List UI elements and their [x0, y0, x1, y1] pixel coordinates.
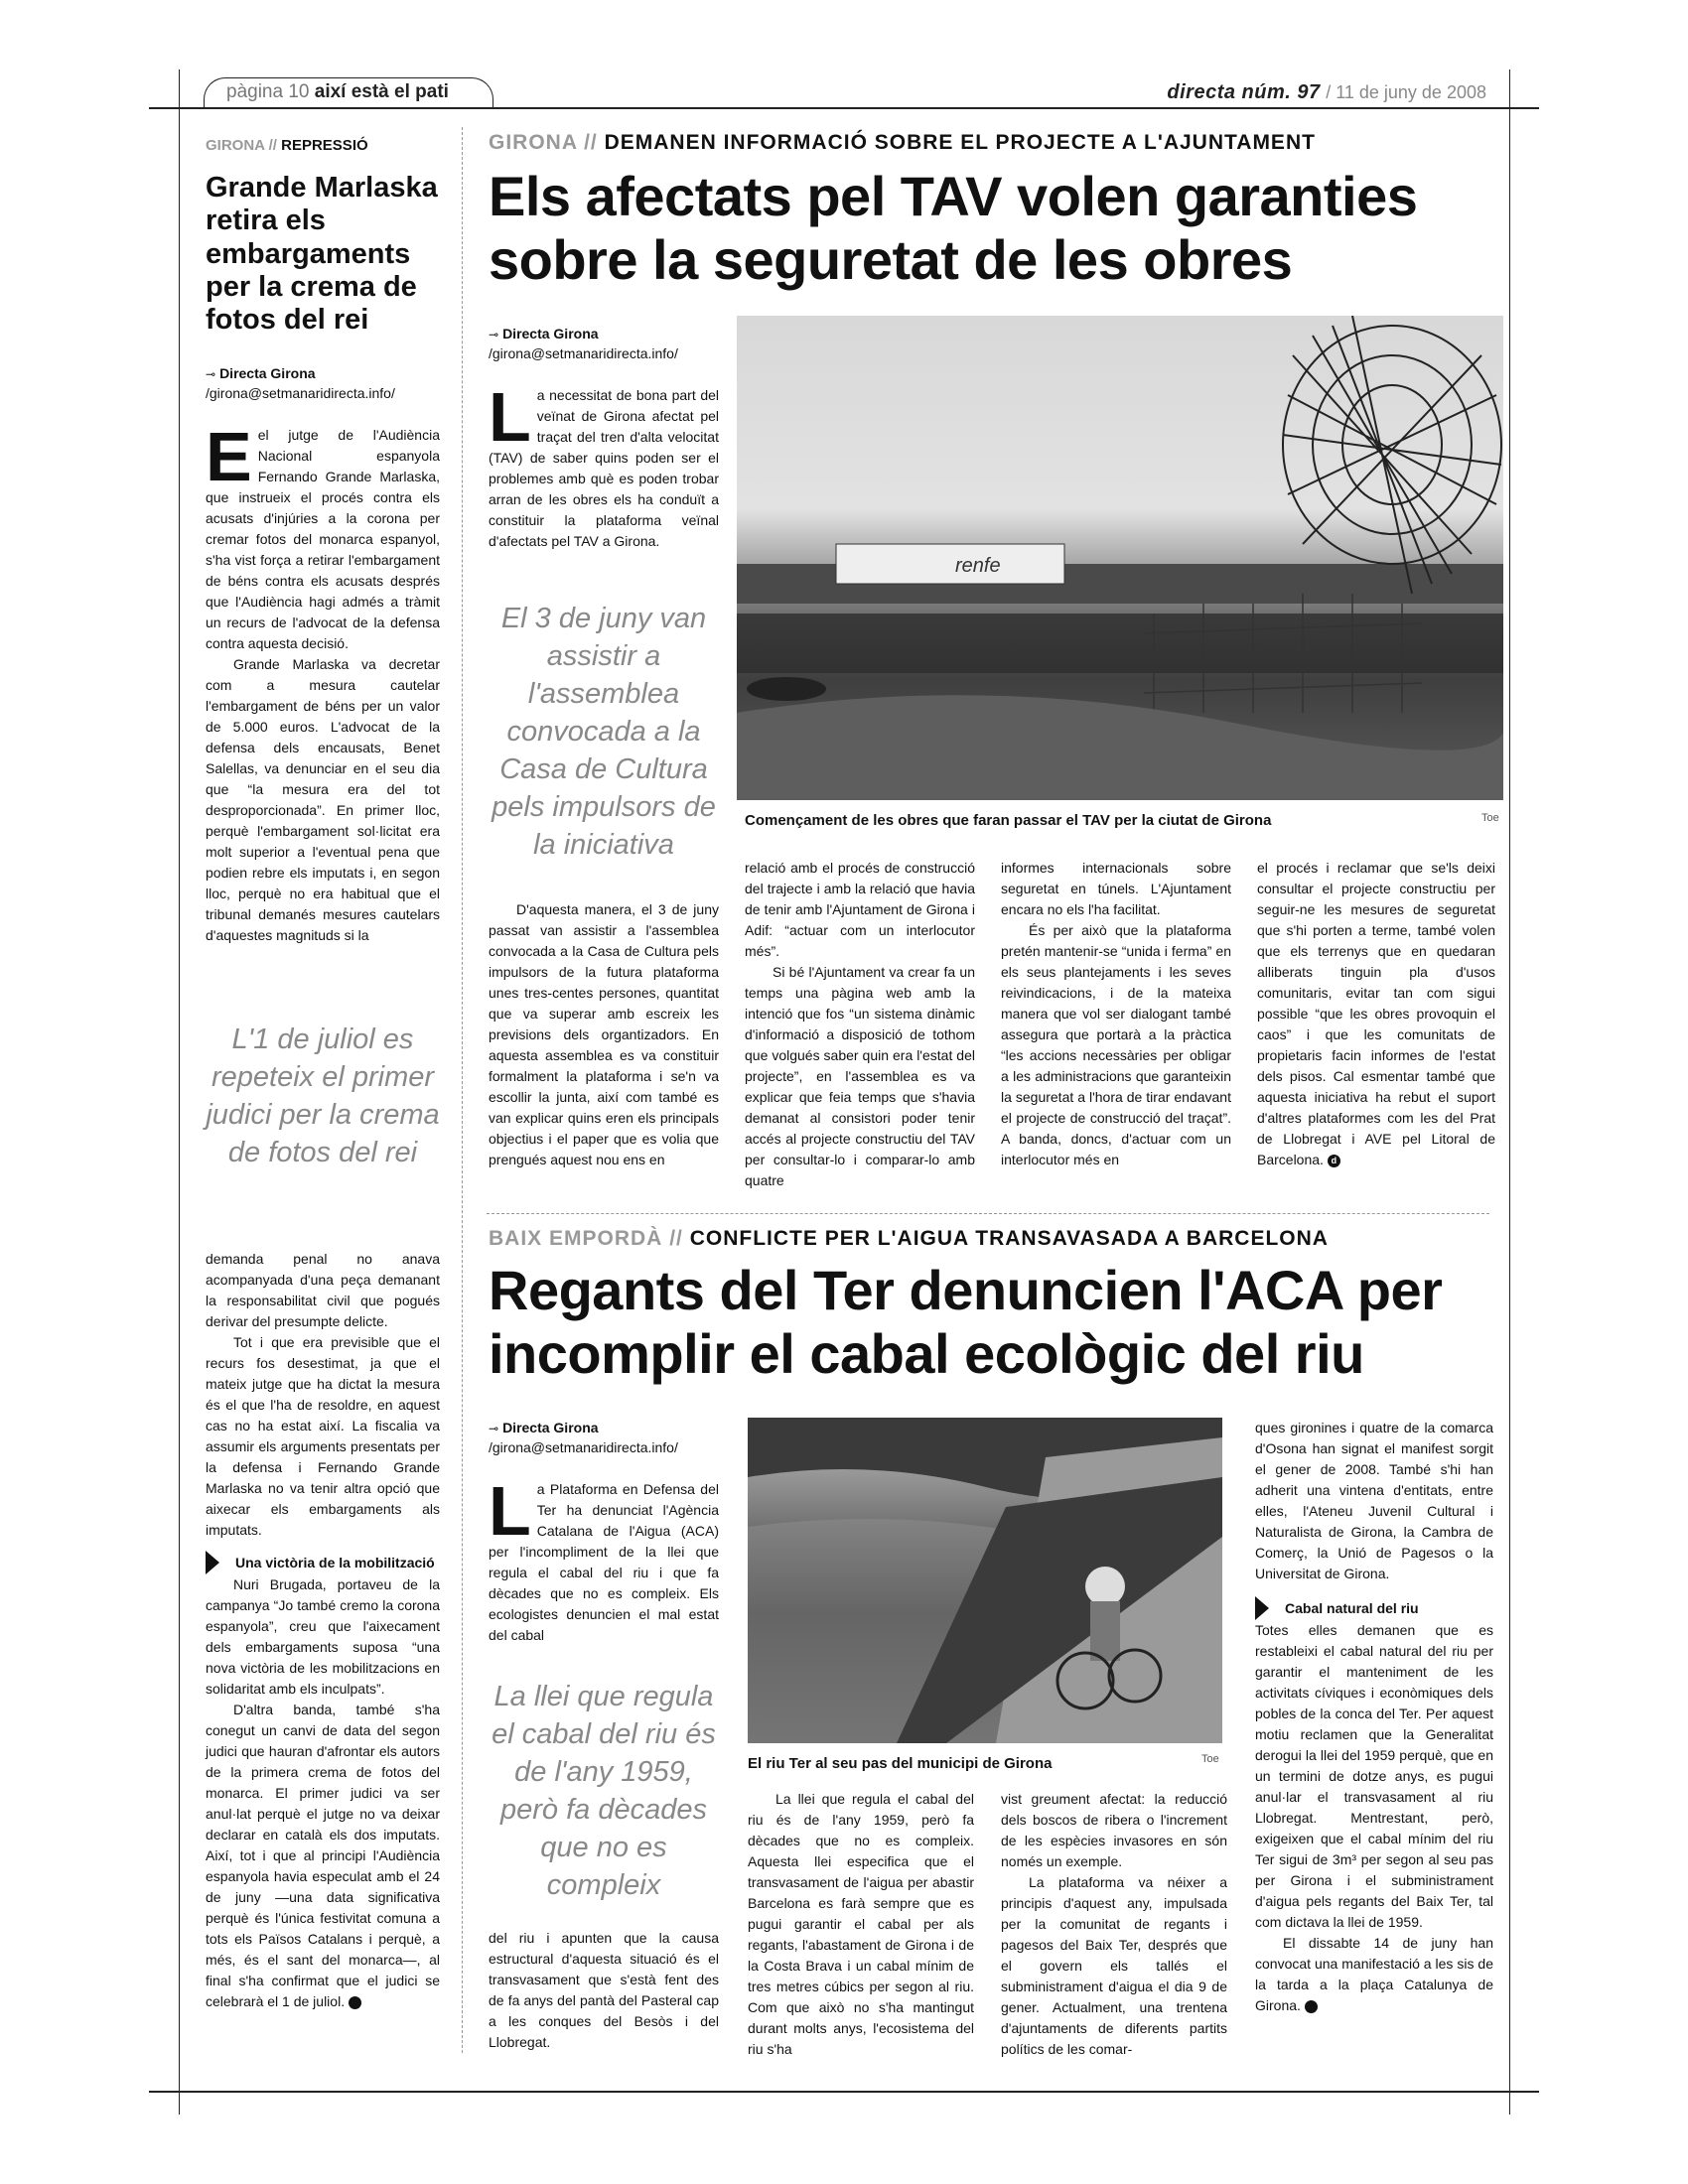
article2-headline: Regants del Ter denuncien l'ACA per incomplir el cabal ecològic del riu — [489, 1259, 1443, 1386]
side-body-2: demanda penal no anava acompanyada d'una peça demanant la responsabilitat civil que pogués derivar del presumpte delicte. Tot i que era previsible que el recurs fos desestimat, ja que el mateix jutge que ha dictat la mesura és el que l'ha de resoldre, en aquest cas no ha estat així. La fiscalia va assumir els arguments presentats per la defensa i Fernando Grande Marlaska no va tenir altra opció que aixecar els embargaments als imputats. Una victòria de la mobilització Nuri Brugada, portaveu de la campanya “Jo també cremo la corona espanyola”, creu que l'aixecament dels embargaments suposa “una nova victòria de les mobilitzacions en solidaritat amb els inculpats”. D'altra banda, també s'ha conegut un canvi de data del segon judici que hauran d'afrontar els autors de la primera crema de fotos del monarca. El primer judici va ser anul·lat perquè el jutge no va deixar declarar en català els dos imputats. Així, tot i que al principi l'Audiència espanyola havia especulat amb el 24 de juny —una data significativa perquè és l'única festivitat comuna a tots els Països Catalans i perquè, a més, és el sant del monarca—, al final s'ha confirmat que el judici se celebrarà el 1 de juliol. d — [206, 1251, 440, 2009]
left-margin-rule — [179, 69, 180, 2115]
side-kicker-place: GIRONA — [206, 137, 265, 154]
side-byline — [206, 363, 454, 404]
tav-works-photo — [737, 316, 1503, 800]
page-section-label — [226, 81, 449, 103]
side-kicker-topic: REPRESSIÓ — [281, 137, 368, 154]
dropcap: E — [206, 418, 252, 495]
byline-email[interactable]: /girona@setmanaridirecta.info/ — [489, 345, 678, 362]
triangle-marker-icon — [206, 1551, 219, 1574]
photo-illustration — [737, 316, 1503, 800]
article2-byline: ⊸ Directa Girona /girona@setmanaridirecta.info/ — [489, 1418, 727, 1458]
byline-email[interactable]: /girona@setmanaridirecta.info/ — [206, 385, 395, 402]
article2-kicker: BAIX EMPORDÀ // CONFLICTE PER L'AIGUA TRANSAVASADA A BARCELONA — [489, 1227, 1329, 1250]
section-name: així està el pati — [314, 81, 449, 102]
article2-pullquote: La llei que regula el cabal del riu és de l'any 1959, però fa dècades que no es compleix — [492, 1681, 716, 1901]
side-headline: Grande Marlaska retira els embargaments per la crema de fotos del rei — [206, 172, 438, 337]
article2-col1: del riu i apunten que la causa estructural d'aquesta situació és el transvasament que s'està fent des de fa anys del pantà del Pasteral cap a les conques del Besòs i del Llobregat. — [489, 1930, 719, 2050]
byline-arrow-icon: ⊸ — [206, 367, 216, 381]
article2-intro: La Plataforma en Defensa del Ter ha denunciat l'Agència Catalana de l'Aigua (ACA) per l'incompliment de la llei que regula el cabal del riu i que fa dècades que no es compleix. Els ecologistes denuncien el mal estat del cabal — [489, 1472, 719, 1643]
article-divider — [487, 1213, 1489, 1214]
byline-name: Directa Girona — [219, 365, 316, 381]
article2-col2: La llei que regula el cabal del riu és de l'any 1959, però fa dècades que no es compleix. Aquesta llei especifica que el transvasament de l'aigua per abastir Barcelona es farà sempre que es pugui garantir el cabal per als regants, l'abastament de Girona i de la Costa Brava i un cabal mínim de tres metres cúbics per segon al riu. Com que això no s'ha mantingut durant molts anys, l'ecosistema del riu s'ha — [748, 1791, 974, 2057]
dropcap: L — [489, 378, 531, 456]
article2-subhead: Cabal natural del riu — [1255, 1598, 1493, 1620]
article1-col3: informes internacionals sobre seguretat en túnels. L'Ajuntament encara no els l'ha facilitat. És per això que la plataforma pretén mantenir-se “unida i ferma” en els seus plantejaments i les seves reivindicacions, i de la mateixa manera que vol ser dialogant també assegura que portarà a la pràctica “les accions necessàries per obligar a les administracions que garanteixin la seguretat a l'hora de tirar endavant el projecte de construcció del traçat”. A banda, doncs, d'actuar com un interlocutor més en — [1001, 860, 1231, 1167]
end-mark-icon: d — [1328, 1155, 1340, 1167]
article1-byline: ⊸ Directa Girona /girona@setmanaridirecta.info/ — [489, 324, 727, 364]
article2-kicker-topic: CONFLICTE PER L'AIGUA TRANSAVASADA A BARCELONA — [689, 1227, 1329, 1250]
issue-date: / 11 de juny de 2008 — [1326, 82, 1486, 102]
river-photo-credit: Toe — [1201, 1753, 1219, 1765]
article2-col3: vist greument afectat: la reducció dels boscos de ribera o l'increment de les espècies invasores en són només un exemple. La plataforma va néixer a principis d'aquest any, impulsada per la comunitat de regants i pagesos del Baix Ter, després que el govern els tallés el subministrament d'aigua el dia 9 de gener. Actualment, una trentena d'ajuntaments de diferents partits polítics de les comar- — [1001, 1791, 1227, 2057]
sidebar-divider — [462, 127, 463, 2053]
byline-arrow-icon: ⊸ — [489, 328, 499, 341]
article1-headline: Els afectats pel TAV volen garanties sobre la seguretat de les obres — [489, 165, 1418, 292]
end-mark-icon: d — [349, 1996, 361, 2009]
article1-intro: La necessitat de bona part del veïnat de Girona afectat pel traçat del tren d'alta velocitat (TAV) de saber quins poden ser el problemes amb què es poden trobar arran de les obres els ha conduït a constituir la plataforma veïnal d'afectats pel TAV a Girona. — [489, 378, 719, 549]
side-pullquote: L'1 de juliol es repeteix el primer judici per la crema de fotos del rei — [206, 1024, 440, 1168]
byline-email[interactable]: /girona@setmanaridirecta.info/ — [489, 1439, 678, 1456]
article2-kicker-place: BAIX EMPORDÀ — [489, 1227, 663, 1250]
article1-col2: relació amb el procés de construcció del trajecte i amb la relació que havia de tenir amb l'Ajuntament de Girona i Adif: “actuar com un interlocutor més”. Si bé l'Ajuntament va crear fa un temps una pàgina web amb la intenció que fos “un sistema dinàmic d'informació a disposició de tothom que volgués saber quin era l'estat del projecte”, en l'assemblea es va explicar que feia temps que s'havia demanat al consistori poder tenir accés al projecte constructiu del TAV per consultar-lo i comparar-lo amb quatre — [745, 860, 975, 1188]
tav-photo-credit: Toe — [1481, 812, 1499, 824]
tav-photo-caption: Començament de les obres que faran passar el TAV per la ciutat de Girona — [745, 812, 1272, 829]
svg-text:renfe: renfe — [955, 555, 1001, 577]
side-kicker: GIRONA // REPRESSIÓ — [206, 137, 368, 154]
issue-brand: directa núm. 97 — [1167, 81, 1321, 103]
dropcap: L — [489, 1472, 531, 1550]
river-ter-photo — [748, 1418, 1222, 1743]
triangle-marker-icon — [1255, 1596, 1269, 1620]
article1-pullquote: El 3 de juny van assistir a l'assemblea convocada a la Casa de Cultura pels impulsors de la iniciativa — [492, 603, 716, 861]
article2-col4: ques gironines i quatre de la comarca d'Osona han signat el manifest sorgit el gener de 2008. També s'hi han adherit una vintena d'entitats, entre elles, l'Ateneu Juvenil Cultural i Naturalista de Girona, la Cambra de Comerç, la Unió de Pagesos o la Universitat de Girona. Cabal natural del riu Totes elles demanen que es restableixi el cabal natural del riu per garantir el manteniment de les activitats cíviques i econòmiques dels pobles de la conca del Ter. Per aquest motiu reclamen que la Generalitat derogui la llei del 1959 perquè, que en un termini de dotze anys, es pugui anul·lar el transvasament al riu Llobregat. Mentrestant, però, exigeixen que el cabal mínim del riu Ter sigui de 3m³ per segon al seu pas per Girona i el subministrament d'aigua pels regants del Baix Ter, tal com dictava la llei de 1959. El dissabte 14 de juny han convocat una manifestació a les sis de la tarda a la plaça Catalunya de Girona. d — [1255, 1420, 1493, 2013]
footer-rule — [149, 2091, 1539, 2093]
byline-arrow-icon: ⊸ — [489, 1422, 499, 1435]
masthead — [1167, 81, 1486, 104]
photo-illustration — [748, 1418, 1222, 1743]
right-margin-rule — [1509, 69, 1510, 2115]
article1-kicker-place: GIRONA — [489, 131, 578, 154]
article1-col1: D'aquesta manera, el 3 de juny passat van assistir a l'assemblea convocada a la Casa de Cultura pels impulsors de la futura plataforma unes tres-centes persones, quantitat que va superar amb escreix les previsions dels organtizadors. En aquesta assemblea es va constituir formalment la plataforma i se'n va escollir la junta, així com també es van explicar quins eren els principals objectius i el paper que es volia que prengués aquest nou ens en — [489, 901, 719, 1167]
article1-col4: el procés i reclamar que se'ls deixi consultar el projecte constructiu per seguir-ne les mesures de seguretat que s'hi porten a terme, també volen que els terrenys que en quedaran alliberats tinguin pla d'usos comunitaris, evitar tan com sigui possible “que les obres provoquin el caos” i que les comunitats de propietaris facin informes de l'estat dels pisos. Cal esmentar també que aquesta iniciativa ha rebut el suport d'altres plataformes com les del Prat de Llobregat i AVE pel Litoral de Barcelona. d — [1257, 860, 1495, 1167]
side-body-1: Eel jutge de l'Audiència Nacional espanyola Fernando Grande Marlaska, que instrueix el procés contra els acusats d'injúries a la corona per cremar fotos del monarca espanyol, s'ha vist força a retirar l'embargament de béns contra els acusats després que l'Audiència hagi admés a tràmit un recurs de l'advocat de la defensa contra aquesta decisió. Grande Marlaska va decretar com a mesura cautelar l'embargament de béns per un valor de 5.000 euros. L'advocat de la defensa dels encausats, Benet Salellas, va denunciar en el seu dia que “la mesura era del tot desproporcionada”. En primer lloc, perquè l'embargament sol·licitat era molt superior a l'eventual pena que podien rebre els imputats i, en segon lloc, perquè no era habitual que el tribunal demanés mesures cautelars d'aquestes magnituds si la — [206, 418, 440, 943]
side-subhead: Una victòria de la mobilització — [206, 1553, 440, 1574]
page-number: pàgina 10 — [226, 81, 310, 102]
river-photo-caption: El riu Ter al seu pas del municipi de Girona — [748, 1755, 1053, 1772]
article1-kicker: GIRONA // DEMANEN INFORMACIÓ SOBRE EL PROJECTE A L'AJUNTAMENT — [489, 131, 1316, 154]
end-mark-icon: d — [1305, 2000, 1318, 2013]
article1-kicker-topic: DEMANEN INFORMACIÓ SOBRE EL PROJECTE A L'AJUNTAMENT — [604, 131, 1316, 154]
